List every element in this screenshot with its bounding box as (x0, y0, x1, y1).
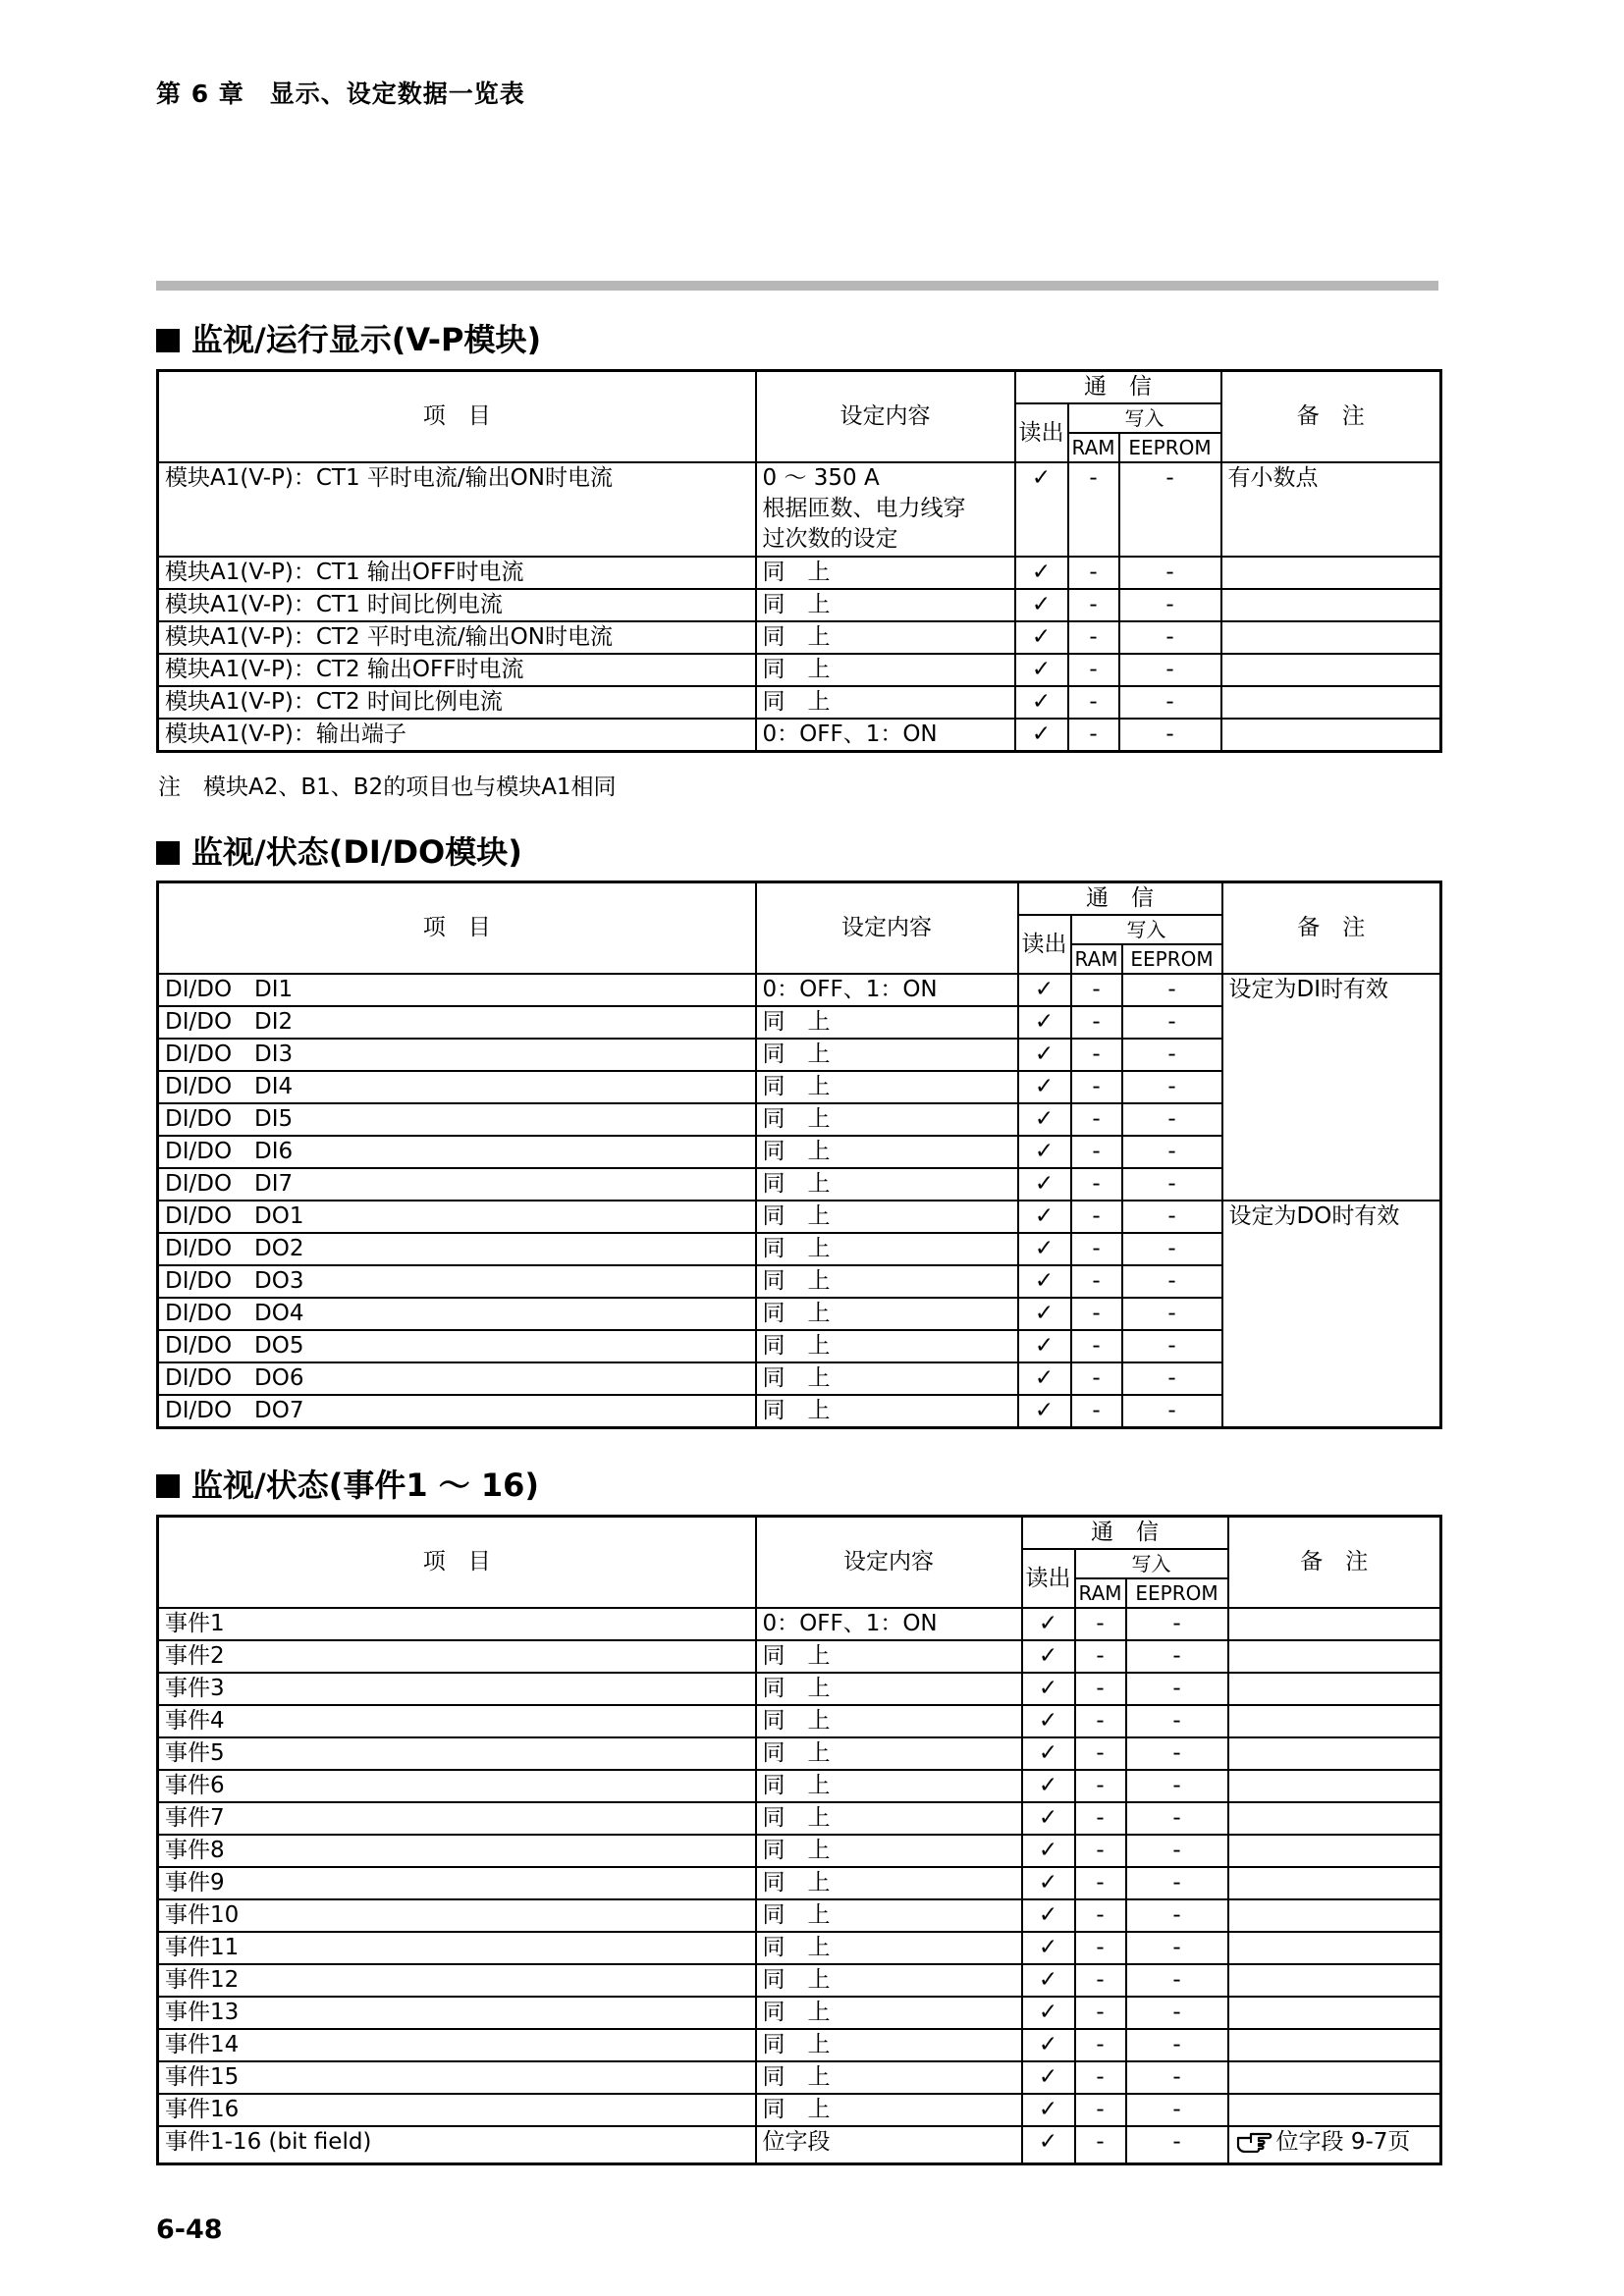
cell-setting: 同 上 (756, 1802, 1022, 1835)
cell-ram: - (1075, 1802, 1126, 1835)
cell-ram: - (1075, 1964, 1126, 1997)
cell-read-check: ✓ (1022, 1737, 1075, 1770)
cell-remark (1228, 1997, 1441, 2029)
cell-eeprom: - (1122, 1006, 1222, 1039)
square-bullet-icon (156, 1474, 180, 1498)
cell-ram: - (1071, 1201, 1122, 1233)
section-title-text: 监视/状态(DI/DO模块) (191, 833, 522, 871)
cell-eeprom: - (1122, 974, 1222, 1006)
cell-setting (756, 462, 1015, 557)
cell-ram: - (1075, 1737, 1126, 1770)
cell-remark (1228, 2029, 1441, 2061)
cell-eeprom: - (1122, 1103, 1222, 1136)
cell-read-check: ✓ (1022, 2094, 1075, 2126)
cell-ram: - (1075, 1608, 1126, 1640)
cell-remark (1228, 1899, 1441, 1932)
cell-remark (1221, 686, 1441, 719)
cell-setting: 同 上 (756, 1640, 1022, 1673)
header-divider (156, 281, 1438, 291)
cell-item: 事件11 (158, 1932, 756, 1964)
cell-remark-do: 设定为DO时有效 (1222, 1201, 1441, 1428)
square-bullet-icon (156, 841, 180, 865)
cell-remark (1228, 1737, 1441, 1770)
cell-setting: 同 上 (756, 1201, 1018, 1233)
cell-item: 事件1 (158, 1608, 756, 1640)
cell-setting: 同 上 (756, 1006, 1018, 1039)
cell-read-check: ✓ (1018, 1071, 1071, 1103)
header-item: 项 目 (158, 1517, 756, 1609)
cell-ram: - (1071, 1265, 1122, 1298)
cell-remark (1221, 621, 1441, 654)
cell-ram: - (1071, 974, 1122, 1006)
cell-read-check: ✓ (1018, 1136, 1071, 1168)
cell-item: DI/DO DI6 (158, 1136, 756, 1168)
cell-eeprom: - (1119, 654, 1221, 686)
cell-read-check: ✓ (1022, 1673, 1075, 1705)
cell-item: DI/DO DI3 (158, 1039, 756, 1071)
cell-eeprom: - (1122, 1395, 1222, 1428)
header-read: 读出 (1015, 403, 1068, 462)
cell-ram: - (1071, 1362, 1122, 1395)
cell-read-check: ✓ (1018, 1298, 1071, 1330)
cell-eeprom: - (1126, 1867, 1228, 1899)
cell-item: 事件9 (158, 1867, 756, 1899)
cell-setting: 同 上 (756, 1362, 1018, 1395)
cell-item: 模块A1(V-P)：CT1 输出OFF时电流 (158, 557, 756, 589)
cell-item: 事件7 (158, 1802, 756, 1835)
cell-item: 事件12 (158, 1964, 756, 1997)
cell-setting: 同 上 (756, 1770, 1022, 1802)
cell-eeprom: - (1119, 621, 1221, 654)
cell-eeprom: - (1119, 589, 1221, 621)
header-comm: 通 信 (1015, 371, 1221, 404)
cell-read-check: ✓ (1022, 2061, 1075, 2094)
cell-ram: - (1071, 1233, 1122, 1265)
cell-read-check: ✓ (1018, 1168, 1071, 1201)
cell-ram: - (1075, 1835, 1126, 1867)
cell-item: DI/DO DI1 (158, 974, 756, 1006)
cell-item: 模块A1(V-P)：输出端子 (158, 719, 756, 752)
cell-setting: 同 上 (756, 1103, 1018, 1136)
cell-eeprom: - (1126, 2029, 1228, 2061)
header-write: 写入 (1075, 1549, 1228, 1578)
cell-setting: 同 上 (756, 589, 1015, 621)
cell-remark (1228, 1867, 1441, 1899)
cell-ram: - (1071, 1298, 1122, 1330)
cell-setting: 同 上 (756, 1039, 1018, 1071)
cell-eeprom: - (1126, 1835, 1228, 1867)
cell-setting: 同 上 (756, 1168, 1018, 1201)
cell-read-check: ✓ (1015, 462, 1068, 557)
cell-remark (1221, 654, 1441, 686)
cell-read-check: ✓ (1015, 589, 1068, 621)
cell-ram: - (1075, 2029, 1126, 2061)
cell-remark (1228, 2061, 1441, 2094)
cell-read-check: ✓ (1022, 1932, 1075, 1964)
cell-read-check: ✓ (1022, 1867, 1075, 1899)
cell-ram: - (1071, 1330, 1122, 1362)
cell-remark-di: 设定为DI时有效 (1222, 974, 1441, 1201)
cell-eeprom: - (1126, 1705, 1228, 1737)
header-ram: RAM (1071, 944, 1122, 974)
cell-item: DI/DO DO2 (158, 1233, 756, 1265)
cell-read-check: ✓ (1018, 1006, 1071, 1039)
cell-eeprom: - (1122, 1362, 1222, 1395)
cell-remark (1228, 1932, 1441, 1964)
cell-read-check: ✓ (1015, 686, 1068, 719)
section-title-vp (156, 315, 541, 360)
setting-line: 0 ～ 350 A (762, 465, 880, 491)
cell-eeprom: - (1122, 1039, 1222, 1071)
cell-remark (1228, 1770, 1441, 1802)
cell-setting: 同 上 (756, 1899, 1022, 1932)
cell-item: 模块A1(V-P)：CT2 平时电流/输出ON时电流 (158, 621, 756, 654)
cell-eeprom: - (1126, 2061, 1228, 2094)
cell-item: DI/DO DO3 (158, 1265, 756, 1298)
cell-item: 事件16 (158, 2094, 756, 2126)
cell-setting: 同 上 (756, 1071, 1018, 1103)
cell-eeprom: - (1126, 1737, 1228, 1770)
cell-eeprom: - (1119, 557, 1221, 589)
cell-ram: - (1068, 462, 1119, 557)
cell-setting: 同 上 (756, 2029, 1022, 2061)
cell-read-check: ✓ (1018, 1395, 1071, 1428)
cell-remark-reference[interactable] (1228, 2126, 1441, 2163)
cell-eeprom: - (1126, 1997, 1228, 2029)
header-item: 项 目 (158, 371, 756, 463)
header-setting: 设定内容 (756, 371, 1015, 463)
cell-remark (1221, 719, 1441, 752)
cell-read-check: ✓ (1015, 557, 1068, 589)
cell-eeprom: - (1122, 1168, 1222, 1201)
header-read: 读出 (1018, 915, 1071, 974)
table-events (156, 1515, 1442, 2165)
cell-eeprom: - (1126, 1640, 1228, 1673)
cell-eeprom: - (1126, 1608, 1228, 1640)
cell-setting: 位字段 (756, 2126, 1022, 2163)
cell-ram: - (1068, 686, 1119, 719)
cell-ram: - (1075, 1640, 1126, 1673)
cell-eeprom: - (1126, 1802, 1228, 1835)
cell-ram: - (1068, 719, 1119, 752)
cell-ram: - (1068, 557, 1119, 589)
cell-read-check: ✓ (1018, 1330, 1071, 1362)
setting-line: 过次数的设定 (762, 526, 898, 552)
cell-ram: - (1075, 1705, 1126, 1737)
cell-eeprom: - (1122, 1136, 1222, 1168)
cell-eeprom: - (1126, 1932, 1228, 1964)
cell-read-check: ✓ (1022, 1640, 1075, 1673)
cell-ram: - (1075, 1899, 1126, 1932)
cell-eeprom: - (1126, 2126, 1228, 2163)
cell-remark (1228, 1802, 1441, 1835)
cell-read-check: ✓ (1022, 2029, 1075, 2061)
cell-item: 事件14 (158, 2029, 756, 2061)
cell-remark (1228, 2094, 1441, 2126)
header-eeprom: EEPROM (1126, 1578, 1228, 1608)
cell-remark (1228, 1835, 1441, 1867)
header-remarks: 备 注 (1228, 1517, 1441, 1609)
cell-eeprom: - (1126, 1899, 1228, 1932)
pointing-hand-icon (1235, 2129, 1274, 2153)
cell-setting: 同 上 (756, 1330, 1018, 1362)
cell-remark (1221, 589, 1441, 621)
cell-item: DI/DO DI4 (158, 1071, 756, 1103)
cell-read-check: ✓ (1018, 1039, 1071, 1071)
cell-item: DI/DO DO5 (158, 1330, 756, 1362)
cell-setting: 同 上 (756, 2061, 1022, 2094)
cell-setting: 同 上 (756, 1136, 1018, 1168)
cell-item: DI/DO DO7 (158, 1395, 756, 1428)
cell-ram: - (1075, 2126, 1126, 2163)
cell-setting: 同 上 (756, 1997, 1022, 2029)
cell-ram: - (1075, 1997, 1126, 2029)
cell-ram: - (1068, 621, 1119, 654)
cell-eeprom: - (1119, 686, 1221, 719)
setting-line: 根据匝数、电力线穿 (762, 496, 966, 521)
cell-read-check: ✓ (1015, 654, 1068, 686)
cell-ram: - (1071, 1395, 1122, 1428)
table-dido-module (156, 881, 1442, 1429)
page-number: 6-48 (156, 2215, 223, 2245)
cell-ram: - (1071, 1168, 1122, 1201)
cell-read-check: ✓ (1022, 1770, 1075, 1802)
cell-setting: 0：OFF、1：ON (756, 1608, 1022, 1640)
cell-remark (1228, 1964, 1441, 1997)
cell-read-check: ✓ (1022, 1802, 1075, 1835)
table-vp-module (156, 369, 1442, 753)
cell-item: 事件3 (158, 1673, 756, 1705)
cell-remark (1228, 1640, 1441, 1673)
cell-ram: - (1075, 1867, 1126, 1899)
remark-reference-link[interactable]: 位字段 9-7页 (1275, 2129, 1411, 2155)
cell-eeprom: - (1122, 1233, 1222, 1265)
cell-read-check: ✓ (1018, 974, 1071, 1006)
header-eeprom: EEPROM (1119, 433, 1221, 462)
cell-read-check: ✓ (1018, 1265, 1071, 1298)
cell-item: 事件13 (158, 1997, 756, 2029)
header-read: 读出 (1022, 1549, 1075, 1608)
square-bullet-icon (156, 329, 180, 352)
cell-item: 事件2 (158, 1640, 756, 1673)
cell-eeprom: - (1122, 1071, 1222, 1103)
cell-read-check: ✓ (1018, 1233, 1071, 1265)
cell-read-check: ✓ (1018, 1201, 1071, 1233)
cell-eeprom: - (1119, 719, 1221, 752)
cell-ram: - (1075, 2094, 1126, 2126)
cell-item: 事件10 (158, 1899, 756, 1932)
header-write: 写入 (1068, 403, 1221, 433)
cell-ram: - (1071, 1136, 1122, 1168)
header-comm: 通 信 (1018, 882, 1222, 916)
cell-item: DI/DO DO4 (158, 1298, 756, 1330)
header-item: 项 目 (158, 882, 756, 975)
chapter-header: 第 6 章 显示、设定数据一览表 (156, 80, 525, 108)
cell-setting: 同 上 (756, 1233, 1018, 1265)
cell-remark: 有小数点 (1221, 462, 1441, 557)
cell-ram: - (1075, 1673, 1126, 1705)
cell-remark (1221, 557, 1441, 589)
cell-read-check: ✓ (1022, 1608, 1075, 1640)
cell-item: 模块A1(V-P)：CT1 平时电流/输出ON时电流 (158, 462, 756, 557)
cell-read-check: ✓ (1018, 1362, 1071, 1395)
cell-ram: - (1075, 1932, 1126, 1964)
cell-eeprom: - (1119, 462, 1221, 557)
cell-item: DI/DO DI2 (158, 1006, 756, 1039)
cell-setting: 0：OFF、1：ON (756, 719, 1015, 752)
cell-item: 模块A1(V-P)：CT2 输出OFF时电流 (158, 654, 756, 686)
cell-read-check: ✓ (1022, 1899, 1075, 1932)
cell-read-check: ✓ (1022, 1705, 1075, 1737)
cell-ram: - (1075, 2061, 1126, 2094)
cell-eeprom: - (1122, 1265, 1222, 1298)
header-setting: 设定内容 (756, 882, 1018, 975)
cell-remark (1228, 1673, 1441, 1705)
cell-setting: 0：OFF、1：ON (756, 974, 1018, 1006)
cell-read-check: ✓ (1018, 1103, 1071, 1136)
cell-item: 事件15 (158, 2061, 756, 2094)
cell-setting: 同 上 (756, 1737, 1022, 1770)
cell-setting: 同 上 (756, 2094, 1022, 2126)
cell-read-check: ✓ (1015, 621, 1068, 654)
cell-eeprom: - (1122, 1298, 1222, 1330)
cell-setting: 同 上 (756, 654, 1015, 686)
cell-setting: 同 上 (756, 1964, 1022, 1997)
cell-eeprom: - (1122, 1330, 1222, 1362)
cell-setting: 同 上 (756, 1835, 1022, 1867)
cell-item: 事件4 (158, 1705, 756, 1737)
cell-item: 模块A1(V-P)：CT1 时间比例电流 (158, 589, 756, 621)
section-title-dido (156, 828, 522, 873)
cell-eeprom: - (1126, 1673, 1228, 1705)
cell-setting: 同 上 (756, 1673, 1022, 1705)
cell-item: DI/DO DI7 (158, 1168, 756, 1201)
cell-remark (1228, 1705, 1441, 1737)
header-ram: RAM (1075, 1578, 1126, 1608)
cell-setting: 同 上 (756, 686, 1015, 719)
table-note: 注 模块A2、B1、B2的项目也与模块A1相同 (158, 774, 617, 800)
cell-read-check: ✓ (1022, 1964, 1075, 1997)
cell-item: DI/DO DI5 (158, 1103, 756, 1136)
header-comm: 通 信 (1022, 1517, 1228, 1550)
cell-remark (1228, 1608, 1441, 1640)
cell-ram: - (1071, 1071, 1122, 1103)
cell-ram: - (1071, 1006, 1122, 1039)
cell-item: DI/DO DO6 (158, 1362, 756, 1395)
section-title-text: 监视/状态(事件1 ～ 16) (191, 1467, 540, 1504)
cell-eeprom: - (1126, 1964, 1228, 1997)
cell-item: DI/DO DO1 (158, 1201, 756, 1233)
section-title-text: 监视/运行显示(V-P模块) (191, 321, 542, 358)
cell-read-check: ✓ (1022, 2126, 1075, 2163)
cell-setting: 同 上 (756, 557, 1015, 589)
header-ram: RAM (1068, 433, 1119, 462)
header-remarks: 备 注 (1222, 882, 1441, 975)
cell-setting: 同 上 (756, 621, 1015, 654)
cell-item: 事件5 (158, 1737, 756, 1770)
header-remarks: 备 注 (1221, 371, 1441, 463)
cell-item: 模块A1(V-P)：CT2 时间比例电流 (158, 686, 756, 719)
cell-setting: 同 上 (756, 1705, 1022, 1737)
cell-item: 事件1-16 (bit field) (158, 2126, 756, 2163)
cell-item: 事件8 (158, 1835, 756, 1867)
cell-read-check: ✓ (1022, 1997, 1075, 2029)
cell-eeprom: - (1126, 1770, 1228, 1802)
cell-eeprom: - (1122, 1201, 1222, 1233)
cell-read-check: ✓ (1022, 1835, 1075, 1867)
cell-eeprom: - (1126, 2094, 1228, 2126)
cell-ram: - (1071, 1039, 1122, 1071)
cell-ram: - (1068, 589, 1119, 621)
header-eeprom: EEPROM (1122, 944, 1222, 974)
section-title-events (156, 1461, 539, 1506)
cell-setting: 同 上 (756, 1298, 1018, 1330)
cell-ram: - (1075, 1770, 1126, 1802)
cell-ram: - (1071, 1103, 1122, 1136)
cell-item: 事件6 (158, 1770, 756, 1802)
header-write: 写入 (1071, 915, 1222, 944)
cell-ram: - (1068, 654, 1119, 686)
cell-setting: 同 上 (756, 1867, 1022, 1899)
cell-read-check: ✓ (1015, 719, 1068, 752)
cell-setting: 同 上 (756, 1932, 1022, 1964)
cell-setting: 同 上 (756, 1265, 1018, 1298)
header-setting: 设定内容 (756, 1517, 1022, 1609)
cell-setting: 同 上 (756, 1395, 1018, 1428)
